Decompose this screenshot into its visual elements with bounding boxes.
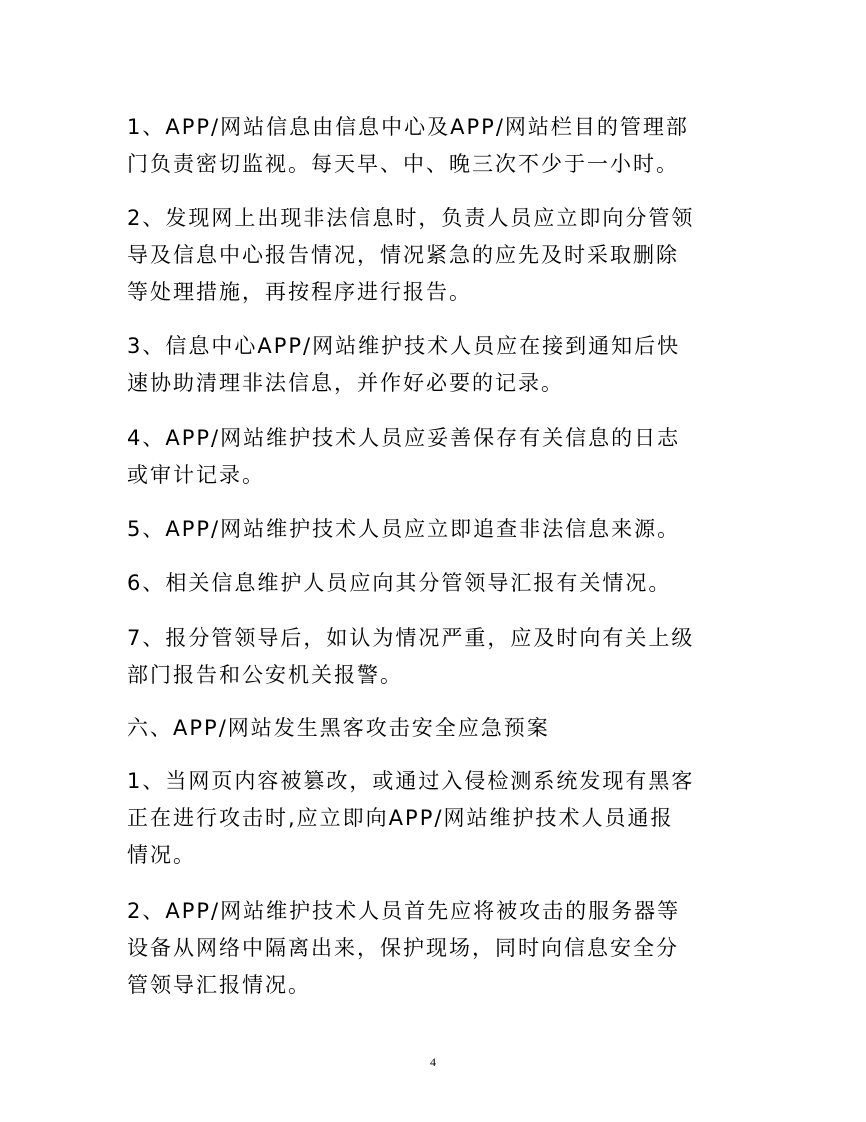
paragraph-line: 情况。 xyxy=(127,843,196,867)
paragraph-intrusion-notify xyxy=(127,763,739,874)
paragraph-line: 或审计记录。 xyxy=(127,463,265,487)
paragraph-line: 正在进行攻击时,应立即向APP/网站维护技术人员通报 xyxy=(127,806,674,830)
paragraph-trace-source xyxy=(127,511,739,548)
paragraph-line: 2、发现网上出现非法信息时，负责人员应立即向分管领 xyxy=(127,206,695,230)
paragraph-line: 4、APP/网站维护技术人员应妥善保存有关信息的日志 xyxy=(127,426,681,450)
paragraph-line: 7、报分管领导后，如认为情况严重，应及时向有关上级 xyxy=(127,626,695,650)
paragraph-line: 管领导汇报情况。 xyxy=(127,973,311,997)
paragraph-monitoring xyxy=(127,109,739,183)
paragraph-line: 部门报告和公安机关报警。 xyxy=(127,663,403,687)
paragraph-line: 3、信息中心APP/网站维护技术人员应在接到通知后快 xyxy=(127,334,681,358)
paragraph-line: 设备从网络中隔离出来，保护现场，同时向信息安全分 xyxy=(127,936,679,960)
paragraph-report-supervisor xyxy=(127,565,739,602)
paragraph-line: 门负责密切监视。每天早、中、晚三次不少于一小时。 xyxy=(127,152,679,176)
paragraph-line: 5、APP/网站维护技术人员应立即追查非法信息来源。 xyxy=(127,517,681,541)
paragraph-report-illegal-info xyxy=(127,200,739,311)
paragraph-police-report xyxy=(127,620,739,694)
paragraph-line: 1、APP/网站信息由信息中心及APP/网站栏目的管理部 xyxy=(127,115,689,139)
paragraph-line: 速协助清理非法信息，并作好必要的记录。 xyxy=(127,371,564,395)
paragraph-line: 2、APP/网站维护技术人员首先应将被攻击的服务器等 xyxy=(127,899,681,923)
page-number: 4 xyxy=(430,1055,436,1069)
paragraph-line: 6、相关信息维护人员应向其分管领导汇报有关情况。 xyxy=(127,571,672,595)
paragraph-line: 导及信息中心报告情况，情况紧急的应先及时采取删除 xyxy=(127,243,679,267)
section-heading: 六、APP/网站发生黑客攻击安全应急预案 xyxy=(127,716,550,740)
section-heading-hacker-plan xyxy=(127,710,739,747)
paragraph-cleanup xyxy=(127,328,739,402)
paragraph-logs xyxy=(127,420,739,494)
paragraph-line: 1、当网页内容被篡改，或通过入侵检测系统发现有黑客 xyxy=(127,769,695,793)
paragraph-isolate-server xyxy=(127,893,739,1004)
paragraph-line: 等处理措施，再按程序进行报告。 xyxy=(127,280,472,304)
